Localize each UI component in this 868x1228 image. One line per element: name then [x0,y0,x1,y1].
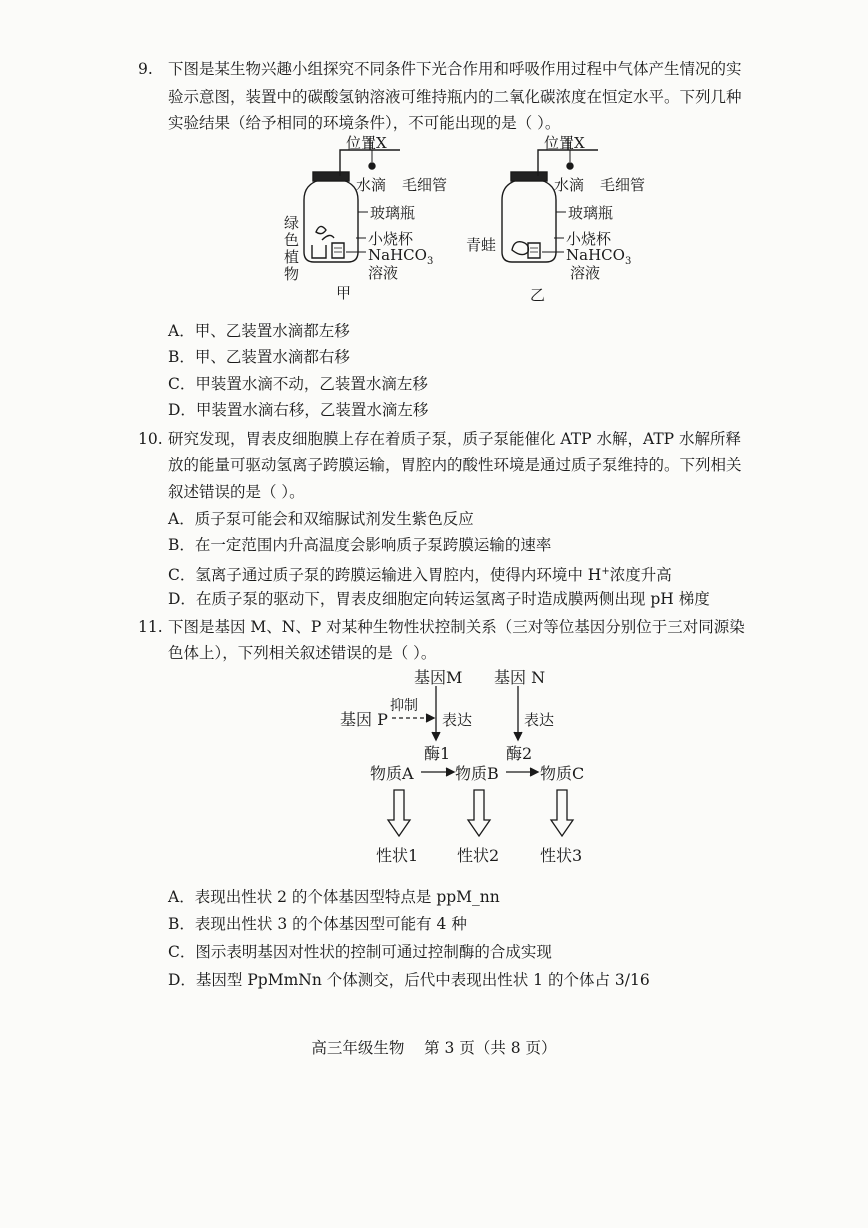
yi-solution-label: NaHCO$_3$ [566,246,632,267]
trait-2-label: 性状2 [457,846,500,865]
question-11-number: 11. [138,618,163,636]
question-10-number: 10. [138,430,163,448]
yi-beaker-label: 小烧杯 [566,230,612,248]
question-9-line-3: 实验结果（给予相同的环境条件），不可能出现的是（ ）。 [168,114,561,132]
jia-drop-label: 水滴 [356,176,387,194]
q11-option-c: C．图示表明基因对性状的控制可通过控制酶的合成实现 [168,943,552,961]
yi-bottle-label: 玻璃瓶 [568,204,614,222]
question-11-line-2: 色体上），下列相关叙述错误的是（ ）。 [168,644,437,662]
yi-organism-label: 青蛙 [466,236,497,254]
question-9-number: 9. [138,60,153,78]
page-footer: 高三年级生物 第 3 页（共 8 页） [311,1039,557,1057]
question-10-line-1: 研究发现，胃表皮细胞膜上存在着质子泵，质子泵能催化 ATP 水解，ATP 水解所释 [168,430,742,448]
jia-position-label: 位置X [346,134,387,152]
yi-caption: 乙 [530,286,546,304]
gene-n-label: 基因 N [494,668,546,687]
gene-p-label: 基因 P [340,710,388,729]
jia-capillary-label: 毛细管 [402,176,448,194]
q10-option-a: A．质子泵可能会和双缩脲试剂发生紫色反应 [168,510,474,528]
jia-organism-label-3: 植 [284,248,300,266]
enzyme-2-label: 酶2 [506,744,533,763]
trait-3-label: 性状3 [540,846,583,865]
substance-b-label: 物质B [455,764,499,783]
question-9-line-1: 下图是某生物兴趣小组探究不同条件下光合作用和呼吸作用过程中气体产生情况的实 [168,60,742,78]
jia-caption: 甲 [336,284,352,302]
trait-1-label: 性状1 [376,846,419,865]
gene-m-label: 基因M [414,668,463,687]
question-10-line-2: 放的能量可驱动氢离子跨膜运输，胃腔内的酸性环境是通过质子泵维持的。下列相关 [168,456,742,474]
question-9-line-2: 验示意图，装置中的碳酸氢钠溶液可维持瓶内的二氧化碳浓度在恒定水平。下列几种 [168,88,742,106]
q11-option-b: B．表现出性状 3 的个体基因型可能有 4 种 [168,915,467,933]
inhibit-label: 抑制 [390,698,418,714]
express-label-1: 表达 [442,711,473,729]
express-label-2: 表达 [524,711,555,729]
q9-option-b: B．甲、乙装置水滴都右移 [168,348,350,366]
q11-option-a: A．表现出性状 2 的个体基因型特点是 ppM_nn [168,888,500,906]
q9-option-a: A．甲、乙装置水滴都左移 [168,322,350,340]
q9-option-c: C．甲装置水滴不动，乙装置水滴左移 [168,375,428,393]
yi-position-label: 位置X [544,134,585,152]
substance-a-label: 物质A [370,764,414,783]
jia-organism-label-1: 绿 [284,214,300,232]
q10-option-b: B．在一定范围内升高温度会影响质子泵跨膜运输的速率 [168,536,552,554]
jia-organism-label-2: 色 [284,231,300,249]
q10-option-c: C．氢离子通过质子泵的跨膜运输进入胃腔内，使得内环境中 H+浓度升高 [168,566,672,585]
jia-solution-label-2: 溶液 [368,264,399,282]
yi-solution-label-2: 溶液 [570,264,601,282]
jia-solution-label: NaHCO$_3$ [368,246,434,267]
q10-option-d: D．在质子泵的驱动下，胃表皮细胞定向转运氢离子时造成膜两侧出现 pH 梯度 [168,590,710,608]
q9-option-d: D．甲装置水滴右移，乙装置水滴左移 [168,401,429,419]
q11-option-d: D．基因型 PpMmNn 个体测交，后代中表现出性状 1 的个体占 3/16 [168,971,650,989]
substance-c-label: 物质C [540,764,585,783]
enzyme-1-label: 酶1 [424,744,451,763]
question-11-line-1: 下图是基因 M、N、P 对某种生物性状控制关系（三对等位基因分别位于三对同源染 [168,618,745,636]
yi-drop-label: 水滴 [554,176,585,194]
question-10-line-3: 叙述错误的是（ ）。 [168,483,305,501]
jia-bottle-label: 玻璃瓶 [370,204,416,222]
jia-beaker-label: 小烧杯 [368,230,414,248]
yi-capillary-label: 毛细管 [600,176,646,194]
jia-organism-label-4: 物 [284,265,300,283]
